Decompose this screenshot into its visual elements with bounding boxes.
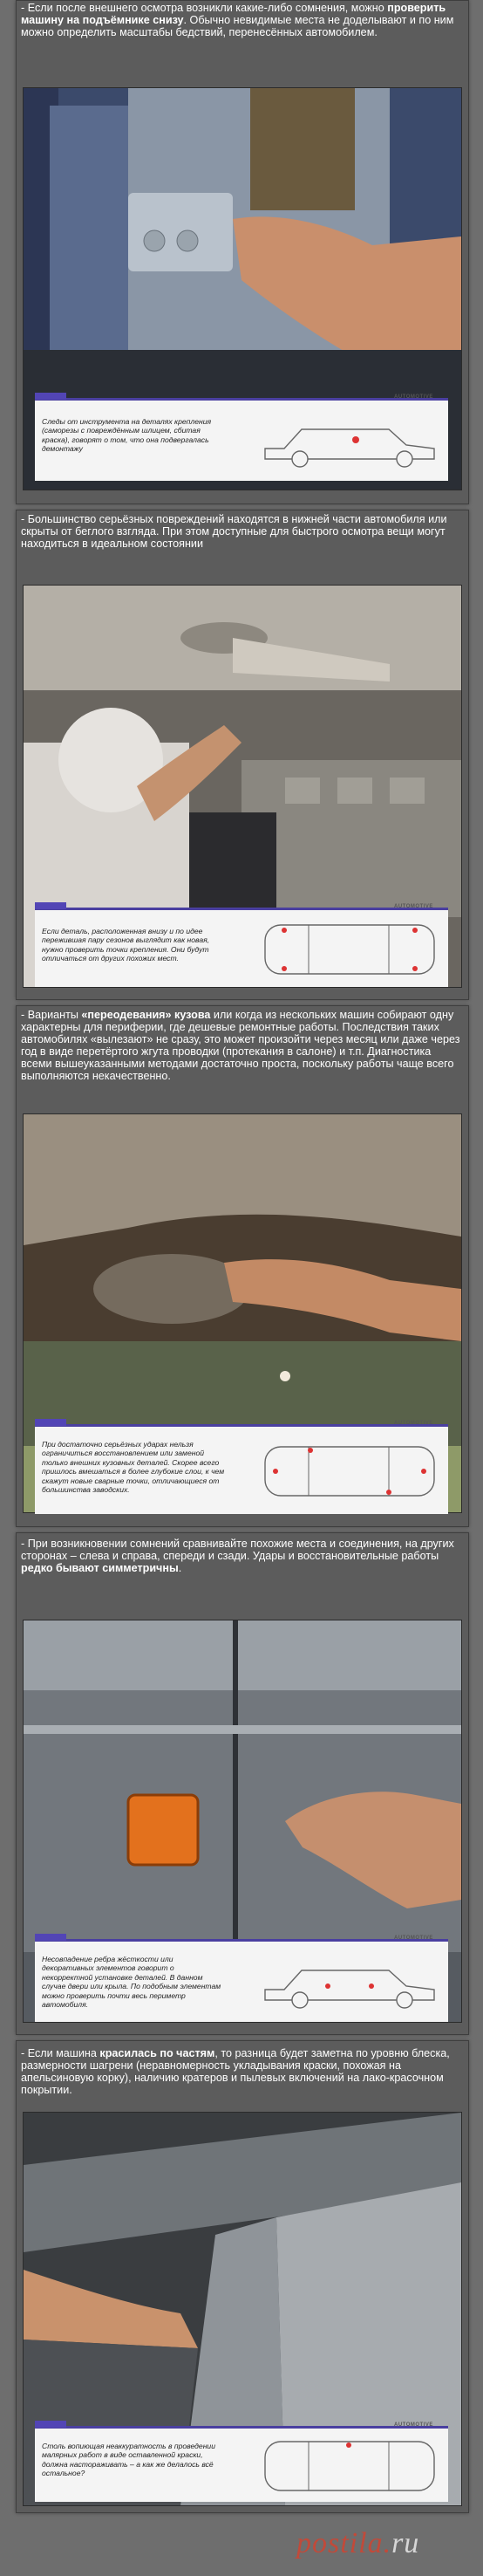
site-name: postila	[296, 2527, 384, 2559]
panel-4-lead: - При возникновении сомнений сравнивайте похожие места и соединения, на других сторонах – слева и справа, спереди и сзади. Удары и восстановительные работы	[21, 1538, 454, 1562]
site-dot: .	[383, 2527, 392, 2559]
panel-4-text	[21, 1538, 462, 1574]
panel-4-caption: Несовпадение ребра жёсткости или декоративных элементов говорит о некорректной установке деталей. В данном случае двери или крыла. По подобным элементам можно проверить почти весь периметр автомобиля.	[42, 1955, 221, 2010]
panel-1-text	[21, 2, 462, 38]
panel-5-logo: AUTOMOTIVE	[394, 2422, 433, 2428]
car-side-diagram-4	[258, 1951, 441, 2012]
panel-2-text	[21, 513, 462, 550]
panel-5-accent	[35, 2421, 66, 2428]
panel-3-tail: или когда из нескольких машин собирают одну характерны для периферии, где дешевые ремонтные работы. Последствия таких автомобилях «вылезают» не сразу, это может произойти через месяц или даже через год в виде перетёртого жгута проводки (протекания в салоне) и т.п. Диагностика всеми вышеуказанными методами достаточно проста, поскольку работы чаще всего выполняются некачественно.	[21, 1009, 460, 1082]
site-tld: ru	[391, 2527, 420, 2559]
panel-4-logo: AUTOMOTIVE	[394, 1935, 433, 1941]
panel-1-logo: AUTOMOTIVE	[394, 394, 433, 400]
footer	[0, 2510, 483, 2576]
panel-5-tail: , то разница будет заметна по уровню блеска, размерности шагрени (неравномерность укладывания краски, похожая на апельсиновую корку), наличию кратеров и пылевых включений на лако-красочном покрытии.	[21, 2047, 450, 2096]
panel-3-accent	[35, 1419, 66, 1426]
panel-5-text	[21, 2047, 462, 2096]
panel-1-bold: проверить машину на подъёмнике снизу	[21, 2, 446, 26]
panel-4-bold: редко бывают симметричны	[21, 1562, 179, 1574]
panel-1-tail: . Обычно невидимые места не доделывают и по ним можно определить масштабы бедствий, перенесённых автомобилем.	[21, 14, 454, 38]
panel-1-caption: Следы от инструмента на деталях крепления (саморезы с повреждённым шлицем, сбитая краска), говорят о том, что она подвергалась демонтажу	[42, 417, 212, 454]
panel-3-logo: AUTOMOTIVE	[394, 1421, 433, 1426]
car-side-diagram-1	[258, 410, 441, 471]
panel-3-bold: «переодевания» кузова	[81, 1009, 211, 1021]
postila-watermark[interactable]	[296, 2527, 419, 2560]
panel-5-bold: красилась по частям	[99, 2047, 215, 2059]
panel-3-lead: - Варианты	[21, 1009, 82, 1021]
panel-1-accent	[35, 393, 66, 400]
panel-4-accent	[35, 1934, 66, 1941]
panel-5-caption: Столь вопиющая неаккуратность в проведении малярных работ в виде оставленной краски, должна настораживать – а как же делалось всё остальное?	[42, 2442, 215, 2478]
panel-3-text	[21, 1009, 462, 1082]
panel-2-accent	[35, 902, 66, 909]
car-top-diagram-3	[258, 1438, 441, 1504]
car-top-diagram-5	[258, 2436, 441, 2496]
panel-5-lead: - Если машина	[21, 2047, 100, 2059]
panel-2-lead: - Большинство серьёзных повреждений находятся в нижней части автомобиля или скрыты от беглого взгляда. При этом доступные для быстрого осмотра вещи могут находиться в идеальном состоянии	[21, 513, 447, 550]
panel-3-caption: При достаточно серьёзных ударах нельзя ограничиться восстановлением или заменой только внешних кузовных деталей. Скорее всего пришлось вмешаться в более глубокие слои, к чем скажут новые сварные точки, отличающиеся от большинства заводских.	[42, 1440, 225, 1495]
car-top-diagram-2	[258, 918, 441, 981]
panel-2-logo: AUTOMOTIVE	[394, 904, 433, 909]
panel-4-tail: .	[178, 1562, 182, 1574]
panel-1-lead: - Если после внешнего осмотра возникли какие-либо сомнения, можно	[21, 2, 388, 14]
panel-2-caption: Если деталь, расположенная внизу и по идее пережившая пару сезонов выглядит как новая, нужно проверить точки крепления. Они будут отличаться от других похожих мест.	[42, 927, 210, 963]
